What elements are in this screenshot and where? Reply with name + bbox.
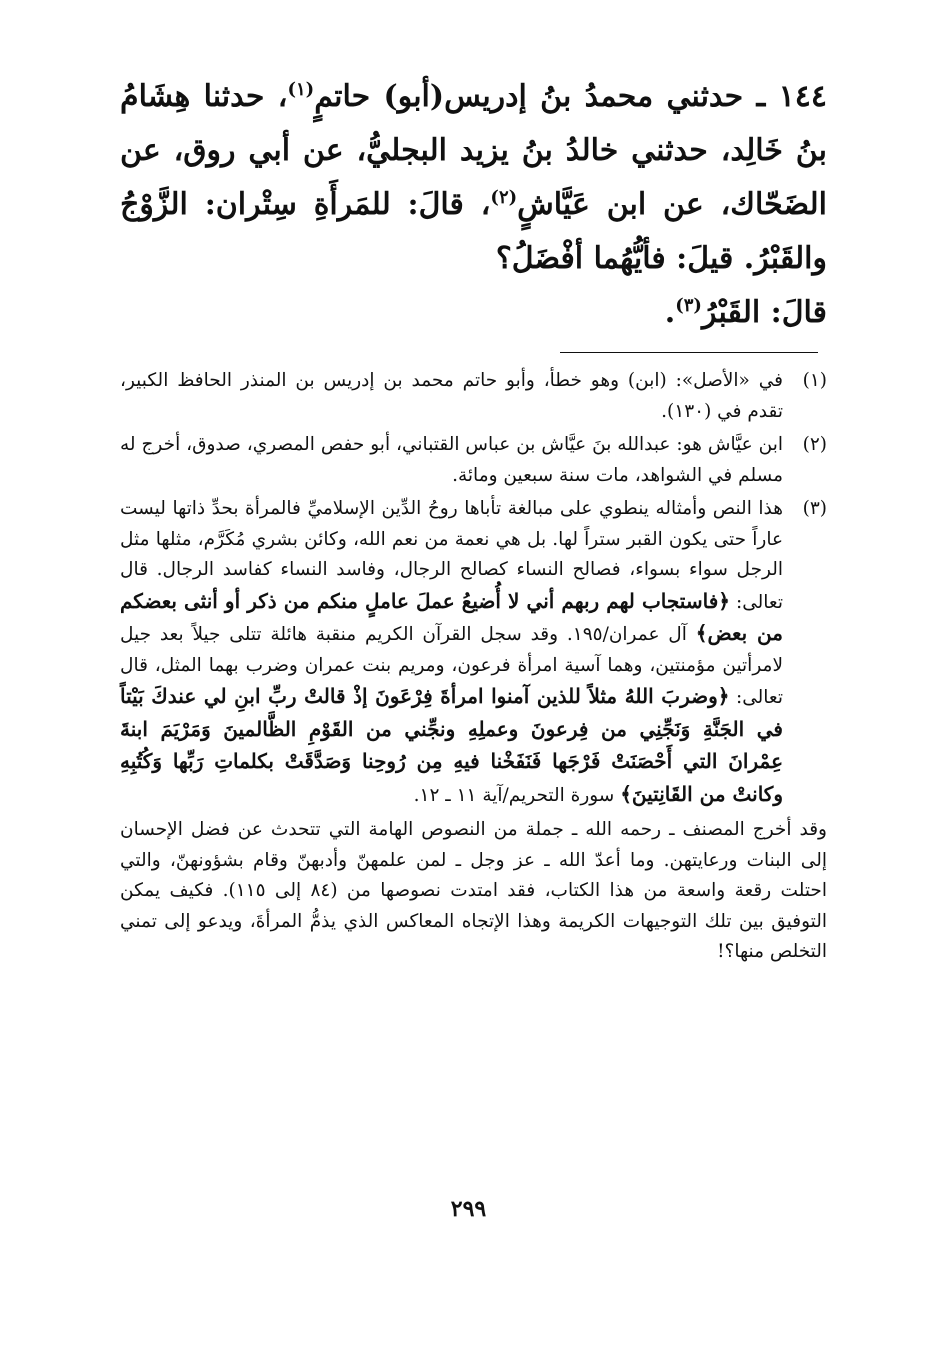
footnote-3	[120, 494, 827, 811]
page-number: ٢٩٩	[450, 1196, 487, 1222]
footnote-2	[120, 430, 827, 491]
quran-verse-1: ﴿فاستجاب لهم ربهم أني لا أُضيعُ عملَ عاملٍ منكم من ذكر أو أنثى بعضكم من بعض﴾	[120, 588, 783, 645]
footnote-text-part-2: آل عمران/١٩٥. وقد سجل القرآن الكريم منقبة هائلة تتلى جيلاً بعد جيل لامرأتين مؤمنتين، وهما آسية امرأة فرعون، ومريم بنت عمران وضرب بهما المثل، قال تعالى:	[120, 624, 783, 708]
hadith-answer-text: قالَ: القَبْرُ	[701, 295, 827, 330]
footnote-text: في «الأصل»: (ابن) وهو خطأ، وأبو حاتم محمد بن إدريس بن المنذر الحافظ الكبير، تقدم في (١٣٠).	[120, 370, 783, 422]
hadith-text	[120, 70, 827, 340]
footnote-separator	[560, 352, 818, 353]
footnote-ref-1: (١)	[287, 79, 315, 100]
closing-paragraph: وقد أخرج المصنف ـ رحمه الله ـ جملة من النصوص الهامة التي تتحدث عن فضل الإحسان إلى البنات ورعايتهن. وما أعدّ الله ـ عز وجل ـ لمن علمهنّ وأدبهنّ وقام بشؤونهنّ، والتي احتلت رقعة واسعة من هذا الكتاب، فقد امتدت نصوصها من (٨٤ إلى ١١٥). فكيف يمكن التوفيق بين تلك التوجيهات الكريمة وهذا الإتجاه المعاكس الذي يذمُّ المرأةَ، ويدعو إلى تمني التخلص منها؟!	[120, 819, 827, 962]
hadith-answer	[120, 286, 827, 340]
footnote-text-part-1: هذا النص وأمثاله ينطوي على مبالغة تأباها روحُ الدِّين الإسلاميِّ فالمرأة بحدِّ ذاتها ليست عاراً حتى يكون القبر ستراً لها. بل هي نعمة من نعم الله، وكائن بشري مُكَرَّم، مثلها مثل الرجل سواء بسواء، فصالح النساء كصالح الرجال، وفاسد النساء كفاسد الرجال. قال تعالى:	[120, 498, 783, 613]
footnote-text-part-3: سورة التحريم/آية ١١ ـ ١٢.	[413, 784, 615, 806]
footnote-ref-2: (٢)	[490, 187, 518, 208]
footnote-number: (٢)	[802, 434, 827, 455]
footnote-number: (١)	[802, 370, 827, 391]
hadith-line-2b: ، قالَ: للمَرأَةِ سِتْران: الزَّوْجُ والقَبْرُ. قيلَ: فأيُّهُما أفْضَلُ؟	[120, 187, 827, 276]
footnotes	[120, 366, 827, 968]
quran-verse-2: ﴿وضربَ اللهُ مثلاً للذين آمنوا امرأةَ فِرْعَونَ إذْ قالتْ ربِّ ابنِ لي عندكَ بَيْتاً في الجَنَّةِ وَنَجِّنِي من فِرعونَ وعملِهِ ونجِّني من القَوْمِ الظَّالمينَ وَمَرْيَمَ ابنةَ عِمْرانَ التي أَحْصَنَتْ فَرْجَها فَنَفَخْنا فيهِ مِن رُوحِنا وَصَدَّقَتْ بكلماتِ رَبِّها وَكُتُبِهِ وكانتْ من القَانِتينَ﴾	[120, 684, 783, 806]
hadith-answer-end: .	[664, 295, 676, 330]
footnote-text: ابن عيَّاش هو: عبدالله بنَ عيَّاش بن عباس القتباني، أبو حفص المصري، صدوق، أخرج له مسلم في الشواهد، مات سنة سبعين ومائة.	[120, 434, 783, 486]
hadith-line-1: ١٤٤ ـ حدثني محمدُ بنُ إدريس(أبو) حاتمٍ	[314, 79, 827, 114]
footnote-ref-3: (٣)	[675, 295, 702, 316]
hadith-paragraph	[120, 70, 827, 286]
footnote-number: (٣)	[802, 498, 827, 519]
hadith-line-1b: ، حدثنا هِشَامُ بنُ خَالِد، حدثني خالدُ بنُ يزيد البجليُّ، عن أبي روق، عن الضَحّاك، عن ابن عَيَّاشٍ	[120, 79, 828, 222]
footnote-1	[120, 366, 827, 427]
